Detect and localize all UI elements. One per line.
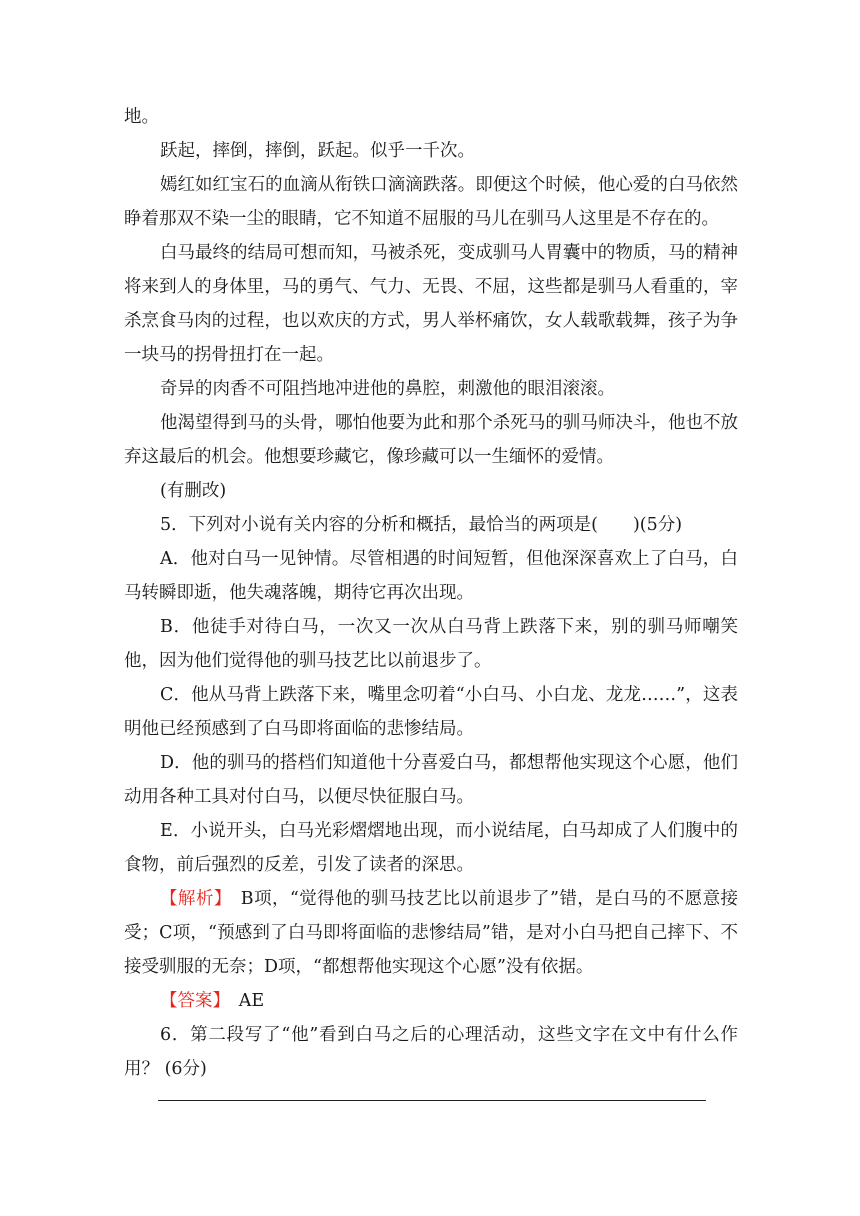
option-d: D．他的驯马的搭档们知道他十分喜爱白马，都想帮他实现这个心愿，他们动用各种工具对付白马，以便尽快征服白马。 — [124, 753, 738, 807]
option-e: E．小说开头，白马光彩熠熠地出现，而小说结尾，白马却成了人们腹中的食物，前后强烈的反差，引发了读者的深思。 — [124, 821, 738, 875]
paragraph: 他渴望得到马的头骨，哪怕他要为此和那个杀死马的驯马师决斗，他也不放弃这最后的机会。他想要珍藏它，像珍藏可以一生缅怀的爱情。 — [124, 413, 738, 467]
option-a: A．他对白马一见钟情。尽管相遇的时间短暂，但他深深喜欢上了白马，白马转瞬即逝，他失魂落魄，期待它再次出现。 — [124, 549, 738, 603]
option-c: C．他从马背上跌落下来，嘴里念叨着“小白马、小白龙、龙龙……”，这表明他已经预感到了白马即将面临的悲惨结局。 — [124, 685, 738, 739]
source-note: (有删改) — [160, 481, 227, 501]
analysis-label: 【解析】 — [160, 889, 223, 909]
question-5-stem: 5．下列对小说有关内容的分析和概括，最恰当的两项是( )(5分) — [160, 515, 683, 535]
paragraph-continuation: 地。 — [124, 107, 159, 127]
paragraph: 嫣红如红宝石的血滴从衔铁口滴滴跌落。即便这个时候，他心爱的白马依然睁着那双不染一尘的眼睛，它不知道不屈服的马儿在驯马人这里是不存在的。 — [124, 175, 738, 229]
paragraph: 跃起，摔倒，摔倒，跃起。似乎一千次。 — [160, 141, 475, 161]
analysis-text: B项，“觉得他的驯马技艺比以前退步了”错，是白马的不愿意接受；C项，“预感到了白马即将面临的悲惨结局”错，是对小白马把自己摔下、不接受驯服的无奈；D项，“都想帮他实现这个心愿”没有依据。 — [124, 889, 738, 977]
answer-label: 【答案】 — [160, 991, 222, 1011]
paragraph: 奇异的肉香不可阻挡地冲进他的鼻腔，刺激他的眼泪滚滚。 — [160, 379, 615, 399]
answer-text: AE — [221, 991, 265, 1011]
answer-paragraph — [124, 984, 738, 1018]
paragraph: 白马最终的结局可想而知，马被杀死，变成驯马人胃囊中的物质，马的精神将来到人的身体里，马的勇气、气力、无畏、不屈，这些都是驯马人看重的，宰杀烹食马肉的过程，也以欢庆的方式，男人举杯痛饮，女人载歌载舞，孩子为争一块马的拐骨扭打在一起。 — [124, 243, 738, 365]
option-b: B．他徒手对待白马，一次又一次从白马背上跌落下来，别的驯马师嘲笑他，因为他们觉得他的驯马技艺比以前退步了。 — [124, 617, 738, 671]
text-column — [124, 100, 738, 1086]
answer-blank-line — [158, 1100, 706, 1101]
analysis-paragraph — [124, 882, 738, 984]
question-6-stem: 6．第二段写了“他”看到白马之后的心理活动，这些文字在文中有什么作用？ (6分) — [124, 1025, 738, 1079]
